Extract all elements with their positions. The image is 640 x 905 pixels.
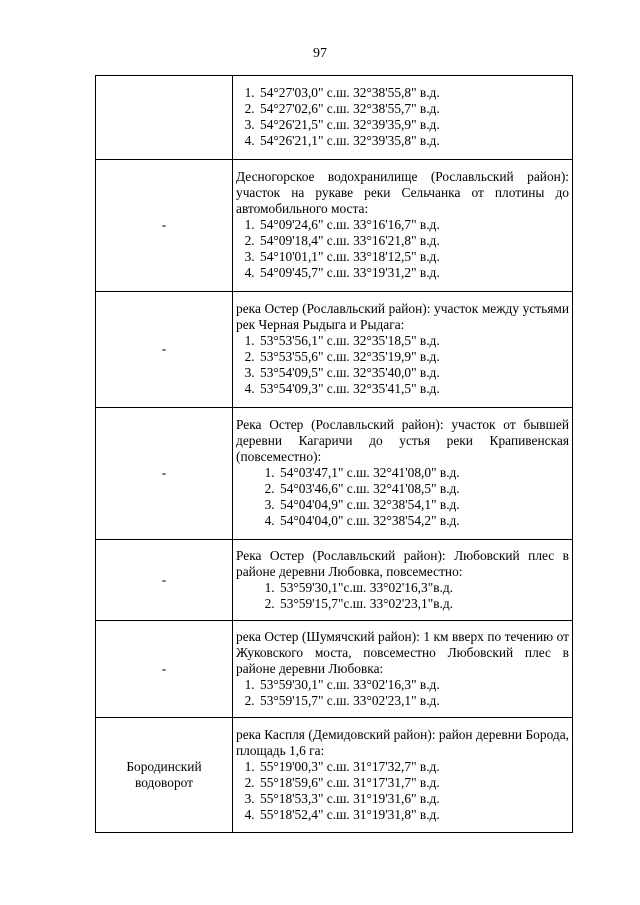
table-row: [96, 160, 573, 292]
coordinates-list: [236, 580, 569, 612]
area-description-text: Река Остер (Рославльский район): участок от бывшей деревни Кагаричи до устья реки Крапивенская (повсеместно):: [236, 417, 569, 464]
area-name-cell: -: [96, 408, 233, 540]
coordinate-item: 1. 55°19'00,3" с.ш. 31°17'32,7" в.д.: [258, 759, 569, 775]
area-name-cell: -: [96, 160, 233, 292]
table-row: [96, 292, 573, 408]
area-description-cell: [233, 408, 573, 540]
coordinate-item: 2. 53°59'15,7" с.ш. 33°02'23,1" в.д.: [258, 693, 569, 709]
coordinates-list: [236, 85, 569, 149]
area-description-cell: [233, 160, 573, 292]
coordinate-item: 4. 54°26'21,1" с.ш. 32°39'35,8" в.д.: [258, 133, 569, 149]
coordinate-item: 3. 54°10'01,1" с.ш. 33°18'12,5" в.д.: [258, 249, 569, 265]
coordinate-item: 2. 53°53'55,6" с.ш. 32°35'19,9" в.д.: [258, 349, 569, 365]
coordinates-list: [236, 217, 569, 281]
coordinates-list: [236, 465, 569, 529]
coordinate-item: 2. 53°59'15,7"с.ш. 33°02'23,1"в.д.: [278, 596, 569, 612]
area-name-cell: -: [96, 292, 233, 408]
coordinate-item: 2. 54°03'46,6" с.ш. 32°41'08,5" в.д.: [278, 481, 569, 497]
area-description-text: река Остер (Шумячский район): 1 км вверх по течению от Жуковского моста, повсеместно Любовский плес в районе деревни Любовка:: [236, 628, 569, 676]
table-row: [96, 76, 573, 160]
table-row: [96, 621, 573, 718]
area-description-text: река Каспля (Демидовский район): район деревни Борода, площадь 1,6 га:: [236, 726, 569, 758]
area-description-text: река Остер (Рославльский район): участок между устьями рек Черная Рыдыга и Рыдага:: [236, 301, 569, 332]
area-name-cell: Бородинский водоворот: [96, 718, 233, 833]
coordinate-item: 1. 53°53'56,1" с.ш. 32°35'18,5" в.д.: [258, 333, 569, 349]
area-name-cell: [96, 76, 233, 160]
coordinate-item: 3. 54°04'04,9" с.ш. 32°38'54,1" в.д.: [278, 497, 569, 513]
coordinate-item: 4. 53°54'09,3" с.ш. 32°35'41,5" в.д.: [258, 381, 569, 397]
area-description-cell: [233, 540, 573, 621]
coordinate-item: 1. 54°09'24,6" с.ш. 33°16'16,7" в.д.: [258, 217, 569, 233]
coordinate-item: 4. 55°18'52,4" с.ш. 31°19'31,8" в.д.: [258, 807, 569, 823]
coordinate-item: 1. 54°27'03,0" с.ш. 32°38'55,8" в.д.: [258, 85, 569, 101]
coordinate-item: 3. 55°18'53,3" с.ш. 31°19'31,6" в.д.: [258, 791, 569, 807]
coordinates-list: [236, 333, 569, 397]
table-row: [96, 540, 573, 621]
coordinate-item: 4. 54°04'04,0" с.ш. 32°38'54,2" в.д.: [278, 513, 569, 529]
area-description-cell: [233, 621, 573, 718]
coordinates-list: [236, 677, 569, 709]
area-description-text: Река Остер (Рославльский район): Любовский плес в районе деревни Любовка, повсеместно:: [236, 547, 569, 579]
coordinate-item: 2. 55°18'59,6" с.ш. 31°17'31,7" в.д.: [258, 775, 569, 791]
coordinate-item: 3. 53°54'09,5" с.ш. 32°35'40,0" в.д.: [258, 365, 569, 381]
area-description-cell: [233, 718, 573, 833]
area-description-cell: [233, 292, 573, 408]
area-name-cell: -: [96, 540, 233, 621]
page-number: 97: [313, 46, 327, 61]
coordinate-item: 1. 53°59'30,1" с.ш. 33°02'16,3" в.д.: [258, 677, 569, 693]
area-description-text: Десногорское водохранилище (Рославльский район): участок на рукаве реки Сельчанка от плотины до автомобильного моста:: [236, 169, 569, 216]
coordinate-item: 2. 54°09'18,4" с.ш. 33°16'21,8" в.д.: [258, 233, 569, 249]
table-row: [96, 408, 573, 540]
coordinate-item: 1. 54°03'47,1" с.ш. 32°41'08,0" в.д.: [278, 465, 569, 481]
coordinates-list: [236, 759, 569, 823]
protected-areas-table: [95, 75, 573, 833]
area-name-cell: -: [96, 621, 233, 718]
coordinate-item: 2. 54°27'02,6" с.ш. 32°38'55,7" в.д.: [258, 101, 569, 117]
coordinate-item: 1. 53°59'30,1"с.ш. 33°02'16,3"в.д.: [278, 580, 569, 596]
coordinate-item: 3. 54°26'21,5" с.ш. 32°39'35,9" в.д.: [258, 117, 569, 133]
area-description-cell: [233, 76, 573, 160]
coordinate-item: 4. 54°09'45,7" с.ш. 33°19'31,2" в.д.: [258, 265, 569, 281]
table-row: [96, 718, 573, 833]
